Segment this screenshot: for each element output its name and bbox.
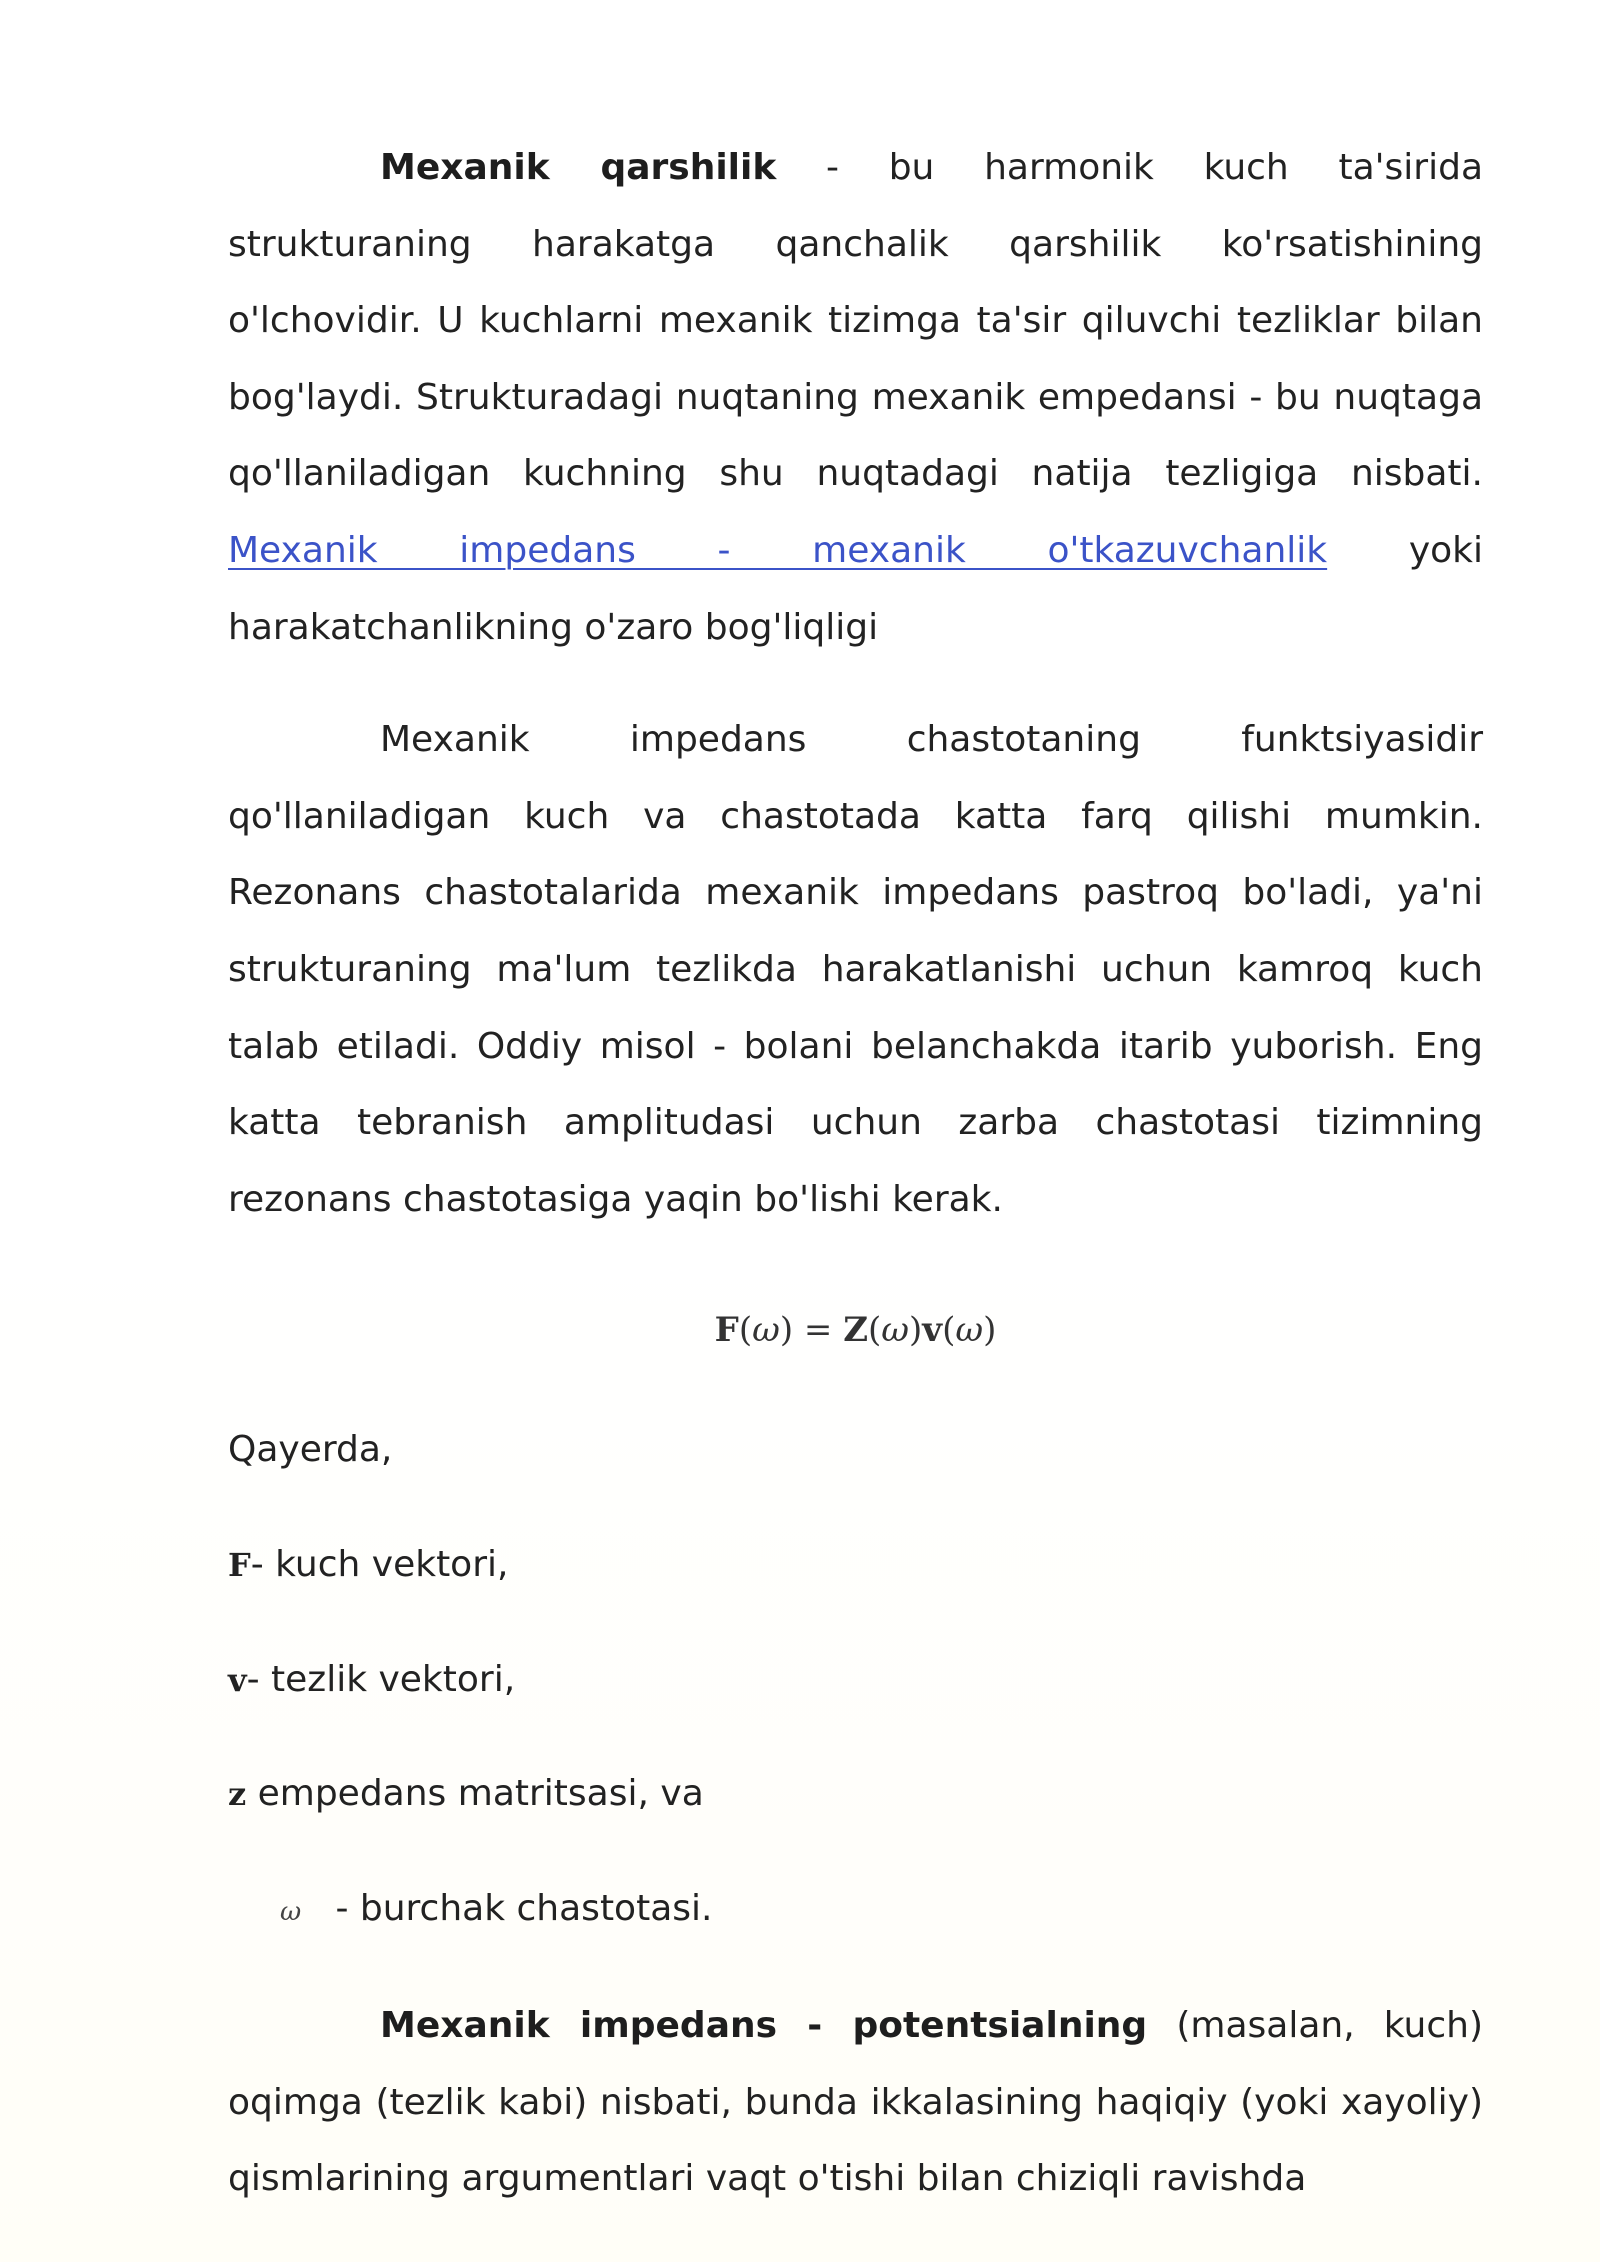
where-label: Qayerda, <box>228 1429 393 1471</box>
definition-text-omega: - burchak chastotasi. <box>324 1887 713 1929</box>
document-body <box>228 130 1483 2218</box>
definition-symbol-force: F <box>228 1545 251 1584</box>
formula-impedance-symbol: Z <box>843 1310 869 1351</box>
term-mechanical-resistance: Mexanik qarshilik <box>380 147 777 188</box>
link-mechanical-impedance[interactable]: Mexanik impedans - mexanik o'tkazuvchanlik <box>228 529 1328 571</box>
definition-symbol-omega: ω <box>280 1896 302 1927</box>
formula-force-symbol: F <box>714 1310 739 1351</box>
definition-symbol-impedance: z <box>228 1775 247 1814</box>
definitions-list <box>228 1527 1483 1950</box>
definition-symbol-velocity: v <box>228 1660 247 1699</box>
definition-impedance-matrix <box>228 1756 1483 1833</box>
paragraph-mechanical-resistance <box>228 130 1483 666</box>
formula-equals: = <box>803 1310 833 1351</box>
formula-velocity-symbol: v <box>922 1310 943 1351</box>
formula-omega-2: ω <box>881 1310 910 1351</box>
paragraph-impedance-ratio <box>228 1988 1483 2218</box>
definition-text-impedance: empedans matritsasi, va <box>246 1773 704 1815</box>
definition-angular-frequency <box>228 1871 1483 1951</box>
paragraph-impedance-frequency <box>228 702 1483 1238</box>
paragraph1-text-end: yoki harakatchanlikning o'zaro bog'liqligi <box>228 529 1483 648</box>
paragraph1-text: - bu harmonik kuch ta'sirida strukturaning harakatga qanchalik qarshilik ko'rsatishining o'lchovidir. U kuchlarni mexanik tizimga ta'sir qiluvchi tezliklar bilan bog'laydi. Strukturadagi nuqtaning mexanik empedansi - bu nuqtaga qo'llaniladigan kuchning shu nuqtadagi natija tezligiga nisbati. <box>228 147 1484 495</box>
term-mechanical-impedance: Mexanik impedans - potentsialning <box>380 2005 1148 2047</box>
definition-velocity <box>228 1642 1483 1719</box>
impedance-formula: F(ω) = Z(ω)v(ω) <box>714 1310 997 1351</box>
definition-text-force: - kuch vektori, <box>250 1543 509 1585</box>
definition-text-velocity: - tezlik vektori, <box>246 1658 516 1700</box>
paragraph2-text: Mexanik impedans chastotaning funktsiyasidir qo'llaniladigan kuch va chastotada katta farq qilishi mumkin. Rezonans chastotalarida mexanik impedans pastroq bo'ladi, ya'ni strukturaning ma'lum tezlikda harakatlanishi uchun kamroq kuch talab etiladi. Oddiy misol - bolani belanchakda itarib yuborish. Eng katta tebranish amplitudasi uchun zarba chastotasi tizimning rezonans chastotasiga yaqin bo'lishi kerak. <box>228 719 1483 1220</box>
paragraph3-text: (masalan, kuch) oqimga (tezlik kabi) nisbati, bunda ikkalasining haqiqiy (yoki xayoliy) qismlarining argumentlari vaqt o'tishi bilan chiziqli ravishda <box>228 2005 1483 2200</box>
formula-omega-1: ω <box>752 1310 780 1351</box>
definition-force <box>228 1527 1483 1604</box>
formula-omega-3: ω <box>955 1310 984 1351</box>
